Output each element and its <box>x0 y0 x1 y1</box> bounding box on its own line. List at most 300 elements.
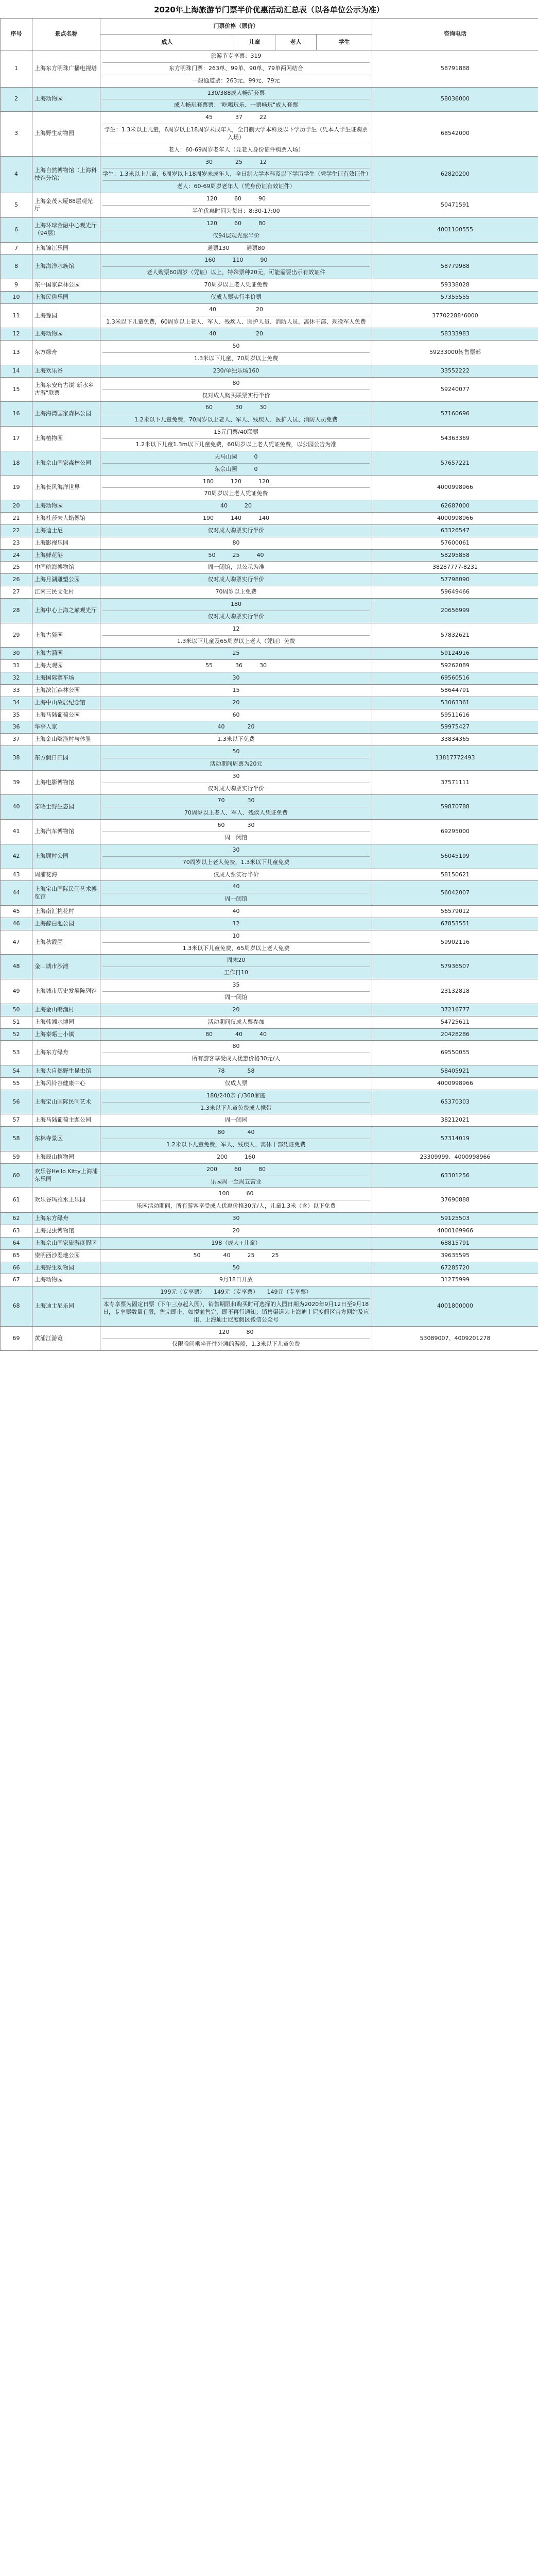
price-cell <box>100 1249 372 1262</box>
price-line: 40 <box>232 908 240 915</box>
price-line: 10 <box>232 932 240 939</box>
table-row <box>1 242 538 255</box>
price-cell <box>100 537 372 549</box>
attraction-name: 上海金茂大厦88层观光厅 <box>32 193 100 218</box>
price-cell <box>100 721 372 734</box>
price-line: 1.2米以下儿童免费，70周岁以上老人、军人、残疾人、医护人员、消防人员免费 <box>102 414 370 425</box>
price-cell <box>100 562 372 574</box>
price-line: 200 160 <box>217 1153 255 1160</box>
phone-number: 59124916 <box>372 648 538 660</box>
attraction-name: 上海昆虫博物馆 <box>32 1225 100 1238</box>
table-row <box>1 648 538 660</box>
price-line: 55 36 30 <box>205 662 267 669</box>
price-line: 所有游客享受成人优惠价格30元/人 <box>102 1053 370 1064</box>
attraction-name: 上海古猗园 <box>32 623 100 648</box>
row-number: 28 <box>1 598 32 623</box>
phone-number: 59975427 <box>372 721 538 734</box>
phone-number: 62687000 <box>372 500 538 513</box>
table-row <box>1 1090 538 1114</box>
attraction-name: 上海植物园 <box>32 427 100 451</box>
row-number: 26 <box>1 574 32 586</box>
price-cell <box>100 193 372 218</box>
phone-number: 57160696 <box>372 402 538 427</box>
row-number: 48 <box>1 955 32 979</box>
row-number: 53 <box>1 1041 32 1065</box>
phone-number: 56045199 <box>372 844 538 869</box>
table-row <box>1 930 538 955</box>
attraction-name: 上海东方明珠广播电视塔 <box>32 50 100 88</box>
table-row <box>1 1326 538 1351</box>
price-line: 周一闭馆 <box>102 893 370 904</box>
row-number: 34 <box>1 697 32 709</box>
price-cell <box>100 1004 372 1016</box>
price-cell <box>100 734 372 746</box>
phone-number: 58644791 <box>372 684 538 697</box>
row-number: 67 <box>1 1274 32 1286</box>
table-row <box>1 1065 538 1078</box>
table-row <box>1 1028 538 1041</box>
table-row <box>1 869 538 881</box>
price-line: 50 <box>232 1264 240 1271</box>
price-cell <box>100 1127 372 1151</box>
row-number: 51 <box>1 1016 32 1028</box>
table-row <box>1 1262 538 1274</box>
price-cell <box>100 1077 372 1090</box>
phone-number: 56579012 <box>372 906 538 918</box>
price-line: 50 40 25 25 <box>193 1251 279 1259</box>
row-number: 30 <box>1 648 32 660</box>
price-line: 80 <box>232 1043 240 1050</box>
table-row <box>1 427 538 451</box>
price-line: 40 20 <box>209 330 263 337</box>
price-line: 230/单独乐场160 <box>213 367 259 374</box>
price-line: 1.3米以下免费 <box>217 736 255 743</box>
price-cell <box>100 697 372 709</box>
table-row <box>1 697 538 709</box>
price-cell <box>100 844 372 869</box>
price-line: 仅94层观光票半价 <box>102 230 370 241</box>
attraction-name: 周浦花海 <box>32 869 100 881</box>
price-line: 78 58 <box>217 1067 255 1075</box>
table-row <box>1 1041 538 1065</box>
phone-number: 37571111 <box>372 770 538 795</box>
table-row <box>1 1163 538 1188</box>
table-row <box>1 770 538 795</box>
row-number: 36 <box>1 721 32 734</box>
attraction-name: 上海自然博物馆（上海科技馆分馆） <box>32 156 100 193</box>
price-line: 40 20 <box>217 723 255 731</box>
phone-number: 33834365 <box>372 734 538 746</box>
phone-number: 4000998966 <box>372 1077 538 1090</box>
price-line: 80 <box>232 379 240 386</box>
table-row <box>1 279 538 292</box>
phone-number: 59649466 <box>372 586 538 599</box>
attraction-name: 泰晤士野生态园 <box>32 795 100 820</box>
table-row <box>1 918 538 930</box>
price-cell <box>100 291 372 303</box>
phone-number: 67285720 <box>372 1262 538 1274</box>
phone-number: 23309999、4000998966 <box>372 1151 538 1163</box>
price-cell <box>100 156 372 193</box>
table-row <box>1 586 538 599</box>
price-line: 12 <box>232 625 240 632</box>
phone-number: 56042007 <box>372 881 538 906</box>
phone-number: 57657221 <box>372 451 538 476</box>
price-line: 20 <box>232 699 240 706</box>
row-number: 24 <box>1 549 32 562</box>
table-row <box>1 1114 538 1127</box>
price-cell <box>100 586 372 599</box>
phone-number: 39635595 <box>372 1249 538 1262</box>
price-line: 仅限晚间乘坐开往外滩的游船，1.3米以下儿童免费 <box>102 1338 370 1349</box>
attraction-name: 华亭人家 <box>32 721 100 734</box>
attraction-name: 上海锦江乐园 <box>32 242 100 255</box>
row-number: 14 <box>1 365 32 377</box>
table-row <box>1 341 538 365</box>
phone-number: 59511616 <box>372 709 538 721</box>
phone-number: 59233000转售票部 <box>372 341 538 365</box>
price-cell <box>100 513 372 525</box>
phone-number: 59125503 <box>372 1213 538 1225</box>
row-number: 65 <box>1 1249 32 1262</box>
price-line: 周一闭馆 <box>102 991 370 1003</box>
price-line: 通票130 通票80 <box>207 244 265 251</box>
price-line: 30 <box>232 846 240 853</box>
price-line: 120 80 <box>218 1328 254 1335</box>
price-line: 学生：1.3米以上儿童，6周岁以上18周岁未成年人，全日制大学本科及以下学历学生（凭本人学生证购票入场） <box>102 124 370 143</box>
attraction-name: 上海豫园 <box>32 303 100 328</box>
price-cell <box>100 623 372 648</box>
price-cell <box>100 476 372 500</box>
phone-number: 58295858 <box>372 549 538 562</box>
table-row <box>1 979 538 1004</box>
row-number: 58 <box>1 1127 32 1151</box>
attraction-name: 上海野生动物园 <box>32 112 100 156</box>
table-body <box>1 50 538 1351</box>
row-number: 8 <box>1 255 32 279</box>
row-number: 59 <box>1 1151 32 1163</box>
row-number: 64 <box>1 1237 32 1249</box>
price-cell <box>100 1016 372 1028</box>
attraction-name: 上海野生动物园 <box>32 1262 100 1274</box>
price-line: 本专享票为固定日票（下午三点起入园），销售期限和购买时可选择的入园日期为2020年9月12日至9月18日，专享票数量有限，售完即止，如提前售完，即不再行通知；销售渠道为上海迪士尼度假区官方网站及应用，上海迪士尼度假区微信公众号 <box>102 1298 370 1325</box>
price-line: 周一闭园 <box>224 1116 248 1124</box>
price-cell <box>100 500 372 513</box>
phone-number: 68542000 <box>372 112 538 156</box>
attraction-name: 上海汽车博物馆 <box>32 820 100 844</box>
row-number: 45 <box>1 906 32 918</box>
table-row <box>1 721 538 734</box>
phone-number: 31275999 <box>372 1274 538 1286</box>
header-child: 儿童 <box>234 35 275 50</box>
table-row <box>1 402 538 427</box>
price-line: 1.3米以下儿童免费，65周岁以上老人免费 <box>102 942 370 954</box>
row-number: 42 <box>1 844 32 869</box>
price-cell <box>100 1326 372 1351</box>
attraction-name: 上海东安角古镇"新水乡古游"联票 <box>32 377 100 402</box>
attraction-name: 金山城市沙滩 <box>32 955 100 979</box>
promotion-table <box>0 18 538 1351</box>
phone-number: 58333983 <box>372 328 538 341</box>
price-cell <box>100 242 372 255</box>
table-row <box>1 574 538 586</box>
header-name: 景点名称 <box>32 19 100 50</box>
row-number: 17 <box>1 427 32 451</box>
price-line: 仅对成人购票实行半价 <box>207 576 265 583</box>
table-row <box>1 795 538 820</box>
row-number: 22 <box>1 524 32 537</box>
phone-number: 58036000 <box>372 87 538 112</box>
attraction-name: 上海动物园 <box>32 1274 100 1286</box>
row-number: 31 <box>1 660 32 672</box>
price-line: 70周岁以上老人凭证免费 <box>204 281 268 289</box>
table-row <box>1 623 538 648</box>
phone-number: 38287777-8231 <box>372 562 538 574</box>
attraction-name: 上海中山故居纪念馆 <box>32 697 100 709</box>
attraction-name: 上海古漪园 <box>32 648 100 660</box>
phone-number: 37216777 <box>372 1004 538 1016</box>
attraction-name: 上海迪士尼乐园 <box>32 1286 100 1326</box>
row-number: 35 <box>1 709 32 721</box>
attraction-name: 上海电影博物馆 <box>32 770 100 795</box>
price-line: 50 <box>232 748 240 755</box>
price-cell <box>100 906 372 918</box>
price-cell <box>100 709 372 721</box>
price-line: 1.3米以下儿童及65周岁以上老人（凭证）免费 <box>102 635 370 647</box>
phone-number: 23132818 <box>372 979 538 1004</box>
phone-number: 69550055 <box>372 1041 538 1065</box>
phone-number: 58150621 <box>372 869 538 881</box>
price-cell <box>100 598 372 623</box>
row-number: 18 <box>1 451 32 476</box>
attraction-name: 上海东方绿舟 <box>32 1041 100 1065</box>
price-cell <box>100 770 372 795</box>
attraction-name: 上海海湾国家森林公园 <box>32 402 100 427</box>
row-number: 60 <box>1 1163 32 1188</box>
price-cell <box>100 427 372 451</box>
phone-number: 67853551 <box>372 918 538 930</box>
header-old: 老人 <box>275 35 317 50</box>
table-row <box>1 1016 538 1028</box>
header-no: 序号 <box>1 19 32 50</box>
price-line: 35 <box>232 981 240 989</box>
price-cell <box>100 918 372 930</box>
attraction-name: 上海金山嘴渔村 <box>32 1004 100 1016</box>
price-line: 乐园活动期间，所有游客享受成人优惠价格30元/人，儿童1.3米（含）以下免费 <box>102 1200 370 1211</box>
phone-number: 57832621 <box>372 623 538 648</box>
price-line: 9月18日开放 <box>219 1276 253 1283</box>
price-cell <box>100 1151 372 1163</box>
attraction-name: 上海马陆葡萄公园 <box>32 709 100 721</box>
price-line: 50 25 40 <box>208 551 264 558</box>
phone-number <box>372 242 538 255</box>
price-line: 70周岁以上老人凭证免费 <box>102 487 370 499</box>
table-row <box>1 50 538 88</box>
price-cell <box>100 1274 372 1286</box>
table-row <box>1 217 538 242</box>
price-cell <box>100 660 372 672</box>
price-line: 100 60 <box>218 1190 254 1197</box>
price-cell <box>100 930 372 955</box>
table-row <box>1 906 538 918</box>
row-number: 11 <box>1 303 32 328</box>
price-line: 120 60 80 <box>206 219 266 227</box>
price-line: 1.2米以下儿童免费，军人、残疾人、离休干部凭证免费 <box>102 1139 370 1150</box>
table-row <box>1 549 538 562</box>
attraction-name: 上海金山嘴渔村与体验 <box>32 734 100 746</box>
phone-number: 13817772493 <box>372 746 538 771</box>
row-number: 13 <box>1 341 32 365</box>
phone-number: 37690888 <box>372 1188 538 1213</box>
price-line: 半价优惠时间为每日：8:30-17:00 <box>102 205 370 216</box>
attraction-name: 东方假日田园 <box>32 746 100 771</box>
price-line: 199元（专享票） 149元（专享票） 149元（专享票） <box>160 1289 312 1296</box>
attraction-name: 上海月湖雕塑公园 <box>32 574 100 586</box>
price-cell <box>100 1286 372 1326</box>
price-cell <box>100 1213 372 1225</box>
attraction-name: 欢乐谷Hello Kitty上海浦东乐园 <box>32 1163 100 1188</box>
price-line: 12 <box>232 920 240 927</box>
row-number: 66 <box>1 1262 32 1274</box>
price-line: 20 <box>232 1006 240 1013</box>
phone-number: 57798090 <box>372 574 538 586</box>
price-cell <box>100 328 372 341</box>
price-line: 25 <box>232 650 240 657</box>
attraction-name: 东方绿舟 <box>32 341 100 365</box>
phone-number: 4001100555 <box>372 217 538 242</box>
price-line: 1.3米以下儿童免费成人携带 <box>102 1102 370 1113</box>
price-line: 180 <box>231 600 241 607</box>
attraction-name: 上海滨江森林公园 <box>32 684 100 697</box>
price-line: 周一闭馆，以公示为准 <box>207 564 265 571</box>
price-line: 40 <box>232 883 240 890</box>
attraction-name: 上海民俗乐园 <box>32 291 100 303</box>
row-number: 27 <box>1 586 32 599</box>
price-cell <box>100 549 372 562</box>
phone-number: 62820200 <box>372 156 538 193</box>
table-row <box>1 112 538 156</box>
price-line: 周末20 <box>227 957 246 964</box>
price-line: 旅游节专享票：319 <box>211 53 262 59</box>
attraction-name: 上海动物园 <box>32 500 100 513</box>
row-number: 5 <box>1 193 32 218</box>
row-number: 3 <box>1 112 32 156</box>
table-row <box>1 377 538 402</box>
price-line: 工作日10 <box>102 967 370 978</box>
table-row <box>1 476 538 500</box>
table-row <box>1 844 538 869</box>
price-line: 200 60 80 <box>206 1165 266 1173</box>
table-row <box>1 451 538 476</box>
price-cell <box>100 746 372 771</box>
table-row <box>1 303 538 328</box>
header-adult: 成人 <box>100 35 234 50</box>
price-line: 130/388成人畅玩套票 <box>207 89 265 96</box>
row-number: 32 <box>1 672 32 685</box>
price-cell <box>100 303 372 328</box>
table-row <box>1 328 538 341</box>
row-number: 47 <box>1 930 32 955</box>
price-line: 东方明珠门票：263单、99单、90单、79单两网结合 <box>102 62 370 74</box>
price-line: 仅成人票 <box>224 1079 248 1087</box>
attraction-name: 上海宝山国际民间艺术博览馆 <box>32 881 100 906</box>
price-cell <box>100 217 372 242</box>
row-number: 10 <box>1 291 32 303</box>
price-line: 老人购票60周岁（凭证）以上，特殊票种20元，可能需要出示有效证件 <box>102 266 370 278</box>
price-line: 20 <box>232 1227 240 1234</box>
price-cell <box>100 795 372 820</box>
price-line: 15 <box>232 686 240 693</box>
price-line: 60 <box>232 711 240 718</box>
table-row <box>1 365 538 377</box>
table-row <box>1 562 538 574</box>
table-row <box>1 513 538 525</box>
row-number: 54 <box>1 1065 32 1078</box>
price-line: 30 25 12 <box>205 158 267 165</box>
price-line: 50 <box>232 343 240 350</box>
price-cell <box>100 672 372 685</box>
price-cell <box>100 1237 372 1249</box>
row-number: 19 <box>1 476 32 500</box>
row-number: 61 <box>1 1188 32 1213</box>
price-line: 活动期间仅成人票参加 <box>207 1018 265 1025</box>
price-cell <box>100 50 372 88</box>
attraction-name: 上海大观园 <box>32 660 100 672</box>
table-header <box>1 19 538 50</box>
price-cell <box>100 1114 372 1127</box>
price-line: 仅对成人购买联票实行半价 <box>102 389 370 401</box>
attraction-name: 上海南汇桃花村 <box>32 906 100 918</box>
phone-number: 63326547 <box>372 524 538 537</box>
row-number: 23 <box>1 537 32 549</box>
phone-number: 58405921 <box>372 1065 538 1078</box>
attraction-name: 上海韩湘水博园 <box>32 1016 100 1028</box>
price-line: 60 30 <box>217 822 255 829</box>
phone-number: 57600061 <box>372 537 538 549</box>
row-number: 7 <box>1 242 32 255</box>
table-row <box>1 709 538 721</box>
price-line: 老人：60-69周岁老年人（凭老人身份证件购票入场） <box>102 144 370 155</box>
price-cell <box>100 979 372 1004</box>
price-line: 1.3米以下儿童免费，60周岁以上老人、军人、残疾人、医护人员、消防人员、离休干部、现役军人免费 <box>102 316 370 327</box>
attraction-name: 中国航海博物馆 <box>32 562 100 574</box>
table-row <box>1 598 538 623</box>
price-cell <box>100 1188 372 1213</box>
phone-number: 54725611 <box>372 1016 538 1028</box>
table-row <box>1 1274 538 1286</box>
table-row <box>1 524 538 537</box>
row-number: 15 <box>1 377 32 402</box>
table-row <box>1 1188 538 1213</box>
price-line: 120 60 90 <box>206 195 266 202</box>
table-row <box>1 881 538 906</box>
phone-number: 69295000 <box>372 820 538 844</box>
phone-number: 4000998966 <box>372 476 538 500</box>
phone-number: 4000169966 <box>372 1225 538 1238</box>
row-number: 40 <box>1 795 32 820</box>
row-number: 44 <box>1 881 32 906</box>
table-row <box>1 291 538 303</box>
price-line: 1.2米以下儿童1.3m以下儿童免费，60周岁以上老人凭证免费，以公园公告为准 <box>102 438 370 450</box>
attraction-name: 上海国际赛车场 <box>32 672 100 685</box>
attraction-name: 黄浦江游览 <box>32 1326 100 1351</box>
page-title: 2020年上海旅游节门票半价优惠活动汇总表（以各单位公示为准） <box>154 5 384 14</box>
price-line: 30 <box>232 772 240 779</box>
price-line: 学生：1.3米以上儿童，6周岁以上18周岁未成年人，全日制大学本科及以下学历学生（凭学生证有效证件） <box>102 168 370 179</box>
row-number: 16 <box>1 402 32 427</box>
phone-number: 38212021 <box>372 1114 538 1127</box>
header-price-group: 门票价格（原价） <box>100 19 372 35</box>
